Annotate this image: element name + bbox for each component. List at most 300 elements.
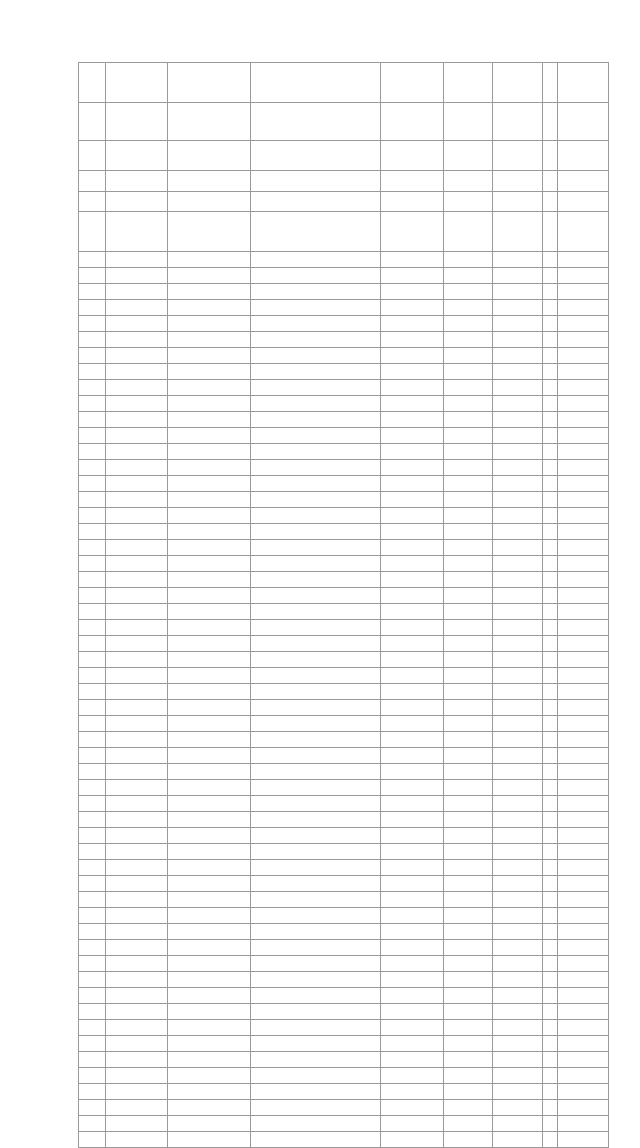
table-cell-price — [558, 572, 609, 588]
table-cell-qty — [444, 1004, 493, 1020]
table-cell-code — [106, 396, 168, 412]
table-cell-price — [558, 364, 609, 380]
table-cell-price — [558, 908, 609, 924]
table-cell-name — [168, 1132, 251, 1148]
table-cell-num — [79, 1100, 106, 1116]
table-cell-unit — [493, 956, 543, 972]
table-cell-num — [79, 812, 106, 828]
table-cell-price — [558, 103, 609, 141]
table-cell-qty — [444, 348, 493, 364]
table-cell-qty — [444, 988, 493, 1004]
table-cell-num — [79, 796, 106, 812]
table-cell-unit — [493, 492, 543, 508]
table-cell-num — [79, 876, 106, 892]
table-cell-qty — [444, 524, 493, 540]
table-cell — [543, 524, 558, 540]
table-cell-name — [168, 892, 251, 908]
table-cell-qty — [444, 572, 493, 588]
table-row — [79, 364, 609, 380]
table-row — [79, 444, 609, 460]
table-row — [79, 924, 609, 940]
table-cell — [543, 396, 558, 412]
table-cell-spec — [381, 348, 444, 364]
table-cell-qty — [444, 332, 493, 348]
table-row — [79, 604, 609, 620]
table-cell-name — [168, 972, 251, 988]
table-cell-price — [558, 268, 609, 284]
table-cell-kind — [251, 1068, 381, 1084]
table-cell-name — [168, 284, 251, 300]
table-cell-qty — [444, 171, 493, 192]
table-row — [79, 492, 609, 508]
table-cell-name — [168, 812, 251, 828]
table-cell-code — [106, 924, 168, 940]
table-cell-name — [168, 908, 251, 924]
table-cell-num — [79, 284, 106, 300]
table-cell-qty — [444, 1036, 493, 1052]
table-cell-kind — [251, 556, 381, 572]
table-cell-name — [168, 652, 251, 668]
table-cell-price — [558, 348, 609, 364]
table-cell-spec — [381, 252, 444, 268]
table-cell-num — [79, 588, 106, 604]
table-cell-spec — [381, 268, 444, 284]
table-cell-unit — [493, 141, 543, 171]
table-cell-spec — [381, 192, 444, 212]
table-cell — [543, 332, 558, 348]
table-cell-num — [79, 171, 106, 192]
table-cell-code — [106, 1004, 168, 1020]
table-cell-unit — [493, 396, 543, 412]
table-cell-qty — [444, 380, 493, 396]
table-cell-price — [558, 524, 609, 540]
table-cell-kind — [251, 620, 381, 636]
table-cell-qty — [444, 1068, 493, 1084]
table-row — [79, 844, 609, 860]
table-cell-spec — [381, 748, 444, 764]
table-cell-name — [168, 556, 251, 572]
table-cell-kind — [251, 764, 381, 780]
table-row — [79, 988, 609, 1004]
table-cell-name — [168, 460, 251, 476]
table-cell-num — [79, 492, 106, 508]
table-cell-code — [106, 348, 168, 364]
table-cell-name — [168, 668, 251, 684]
table-cell-price — [558, 1020, 609, 1036]
table-row — [79, 540, 609, 556]
table-cell-num — [79, 300, 106, 316]
table-cell-kind — [251, 300, 381, 316]
table-cell-kind — [251, 1004, 381, 1020]
table-cell-qty — [444, 556, 493, 572]
table-cell-name — [168, 748, 251, 764]
table-cell-price — [558, 748, 609, 764]
table-cell-unit — [493, 764, 543, 780]
table-cell-num — [79, 380, 106, 396]
table-cell-kind — [251, 956, 381, 972]
table-cell-code — [106, 476, 168, 492]
table-cell-qty — [444, 252, 493, 268]
table-cell-price — [558, 700, 609, 716]
table-cell-qty — [444, 924, 493, 940]
table-cell-num — [79, 508, 106, 524]
table-cell-name — [168, 540, 251, 556]
table-cell-unit — [493, 316, 543, 332]
table-cell-unit — [493, 972, 543, 988]
table-cell-code — [106, 364, 168, 380]
table-cell-spec — [381, 1116, 444, 1132]
table-cell-spec — [381, 732, 444, 748]
table-cell-name — [168, 63, 251, 103]
table-cell-num — [79, 412, 106, 428]
table-cell-name — [168, 380, 251, 396]
table-cell-num — [79, 192, 106, 212]
table-cell-kind — [251, 332, 381, 348]
table-cell — [543, 171, 558, 192]
table-cell-num — [79, 620, 106, 636]
table-cell-name — [168, 348, 251, 364]
table-cell-name — [168, 940, 251, 956]
table-cell-spec — [381, 812, 444, 828]
table-cell-spec — [381, 412, 444, 428]
table-cell-kind — [251, 1084, 381, 1100]
table-cell-unit — [493, 620, 543, 636]
table-cell-code — [106, 988, 168, 1004]
table-cell-kind — [251, 268, 381, 284]
table-cell-name — [168, 828, 251, 844]
table-cell-kind — [251, 284, 381, 300]
table-cell-qty — [444, 972, 493, 988]
table-row — [79, 812, 609, 828]
table-cell-price — [558, 1084, 609, 1100]
table-cell-name — [168, 572, 251, 588]
table-cell-price — [558, 252, 609, 268]
table-cell-price — [558, 636, 609, 652]
table-cell-code — [106, 812, 168, 828]
table-row — [79, 508, 609, 524]
table-cell-num — [79, 63, 106, 103]
table-cell-unit — [493, 604, 543, 620]
table-cell-qty — [444, 1052, 493, 1068]
table-cell-name — [168, 588, 251, 604]
table-cell-spec — [381, 588, 444, 604]
table-cell-unit — [493, 716, 543, 732]
table-cell-unit — [493, 988, 543, 1004]
table-cell-price — [558, 1036, 609, 1052]
table-cell-kind — [251, 192, 381, 212]
table-cell-kind — [251, 572, 381, 588]
table-cell-unit — [493, 556, 543, 572]
table-cell-kind — [251, 524, 381, 540]
table-cell-kind — [251, 780, 381, 796]
table-cell-kind — [251, 252, 381, 268]
table-cell-price — [558, 300, 609, 316]
table-cell-num — [79, 364, 106, 380]
table-cell-code — [106, 212, 168, 252]
table-cell — [543, 1020, 558, 1036]
table-cell-price — [558, 192, 609, 212]
table-cell — [543, 268, 558, 284]
table-cell — [543, 796, 558, 812]
table-cell-qty — [444, 316, 493, 332]
table-cell-code — [106, 732, 168, 748]
table-cell-spec — [381, 1068, 444, 1084]
table-row — [79, 103, 609, 141]
table-row — [79, 860, 609, 876]
table-cell-qty — [444, 588, 493, 604]
table-cell-kind — [251, 63, 381, 103]
table-cell-price — [558, 171, 609, 192]
table-cell-code — [106, 604, 168, 620]
table-cell — [543, 1116, 558, 1132]
table-cell-kind — [251, 348, 381, 364]
table-cell-price — [558, 508, 609, 524]
table-cell-num — [79, 1084, 106, 1100]
table-cell-unit — [493, 364, 543, 380]
table-cell-kind — [251, 812, 381, 828]
table-cell — [543, 780, 558, 796]
table-cell-num — [79, 348, 106, 364]
table-cell-price — [558, 988, 609, 1004]
table-cell-name — [168, 796, 251, 812]
table-cell-spec — [381, 876, 444, 892]
table-row — [79, 716, 609, 732]
table-cell-qty — [444, 780, 493, 796]
table-row — [79, 348, 609, 364]
table-row — [79, 476, 609, 492]
data-table — [78, 62, 609, 1148]
table-cell — [543, 764, 558, 780]
table-cell-qty — [444, 192, 493, 212]
table-cell — [543, 444, 558, 460]
table-cell-name — [168, 300, 251, 316]
table-cell — [543, 812, 558, 828]
table-cell-spec — [381, 668, 444, 684]
table-cell-code — [106, 860, 168, 876]
table-cell-price — [558, 972, 609, 988]
table-cell-qty — [444, 212, 493, 252]
table-cell-num — [79, 268, 106, 284]
table-cell-price — [558, 780, 609, 796]
table-cell — [543, 508, 558, 524]
table-cell-num — [79, 444, 106, 460]
table-cell-name — [168, 212, 251, 252]
table-cell-spec — [381, 476, 444, 492]
table-cell-spec — [381, 460, 444, 476]
table-cell-num — [79, 141, 106, 171]
table-cell-name — [168, 732, 251, 748]
table-cell-code — [106, 908, 168, 924]
table-cell-unit — [493, 652, 543, 668]
table-row — [79, 1116, 609, 1132]
table-cell-code — [106, 620, 168, 636]
table-cell-code — [106, 668, 168, 684]
table-row — [79, 412, 609, 428]
table-cell-unit — [493, 1020, 543, 1036]
table-cell-price — [558, 556, 609, 572]
table-cell-unit — [493, 540, 543, 556]
table-cell-qty — [444, 1116, 493, 1132]
table-cell-qty — [444, 860, 493, 876]
table-cell-kind — [251, 428, 381, 444]
table-cell-num — [79, 748, 106, 764]
table-row — [79, 460, 609, 476]
table-cell — [543, 1132, 558, 1148]
table-cell-qty — [444, 396, 493, 412]
table-cell-spec — [381, 860, 444, 876]
table-cell-code — [106, 444, 168, 460]
table-row — [79, 748, 609, 764]
table-cell — [543, 652, 558, 668]
table-cell-spec — [381, 892, 444, 908]
table-cell-unit — [493, 812, 543, 828]
table-cell-code — [106, 524, 168, 540]
table-row — [79, 524, 609, 540]
table-cell — [543, 300, 558, 316]
table-cell-name — [168, 316, 251, 332]
table-cell-spec — [381, 684, 444, 700]
table-cell-name — [168, 412, 251, 428]
table-cell-qty — [444, 444, 493, 460]
table-row — [79, 332, 609, 348]
table-cell-unit — [493, 284, 543, 300]
table-cell-num — [79, 732, 106, 748]
table-cell-qty — [444, 956, 493, 972]
table-cell-num — [79, 604, 106, 620]
table-cell-unit — [493, 700, 543, 716]
table-cell-name — [168, 364, 251, 380]
table-cell-kind — [251, 588, 381, 604]
table-cell-unit — [493, 171, 543, 192]
table-cell-kind — [251, 412, 381, 428]
table-cell-name — [168, 860, 251, 876]
table-cell-spec — [381, 1036, 444, 1052]
table-cell-code — [106, 684, 168, 700]
table-cell-name — [168, 476, 251, 492]
table-cell-name — [168, 524, 251, 540]
table-cell-price — [558, 716, 609, 732]
table-cell-num — [79, 1020, 106, 1036]
table-row — [79, 828, 609, 844]
table-cell-code — [106, 652, 168, 668]
table-row — [79, 1036, 609, 1052]
table-row — [79, 732, 609, 748]
table-cell-spec — [381, 1100, 444, 1116]
table-cell-num — [79, 212, 106, 252]
table-cell-kind — [251, 796, 381, 812]
table-cell-code — [106, 572, 168, 588]
table-row — [79, 63, 609, 103]
table-cell-unit — [493, 103, 543, 141]
table-cell-unit — [493, 1068, 543, 1084]
table-cell-qty — [444, 284, 493, 300]
table-cell-code — [106, 141, 168, 171]
table-cell-num — [79, 396, 106, 412]
table-cell-spec — [381, 364, 444, 380]
table-cell-num — [79, 940, 106, 956]
table-cell-code — [106, 844, 168, 860]
table-cell-price — [558, 1116, 609, 1132]
table-row — [79, 141, 609, 171]
table-cell — [543, 192, 558, 212]
table-cell-num — [79, 103, 106, 141]
table-row — [79, 972, 609, 988]
table-row — [79, 284, 609, 300]
table-cell — [543, 348, 558, 364]
table-cell-price — [558, 668, 609, 684]
table-cell-price — [558, 492, 609, 508]
table-cell-price — [558, 828, 609, 844]
table-cell — [543, 316, 558, 332]
table-cell-unit — [493, 796, 543, 812]
table-cell-price — [558, 604, 609, 620]
table-cell-spec — [381, 572, 444, 588]
table-cell — [543, 63, 558, 103]
table-cell-name — [168, 636, 251, 652]
table-cell-spec — [381, 63, 444, 103]
table-cell-qty — [444, 1020, 493, 1036]
table-cell-spec — [381, 316, 444, 332]
table-cell-unit — [493, 892, 543, 908]
table-cell — [543, 1052, 558, 1068]
table-cell-price — [558, 1052, 609, 1068]
table-cell-unit — [493, 588, 543, 604]
table-cell-qty — [444, 732, 493, 748]
table-cell-num — [79, 652, 106, 668]
table-cell — [543, 540, 558, 556]
table-cell — [543, 412, 558, 428]
table-cell — [543, 1084, 558, 1100]
table-cell — [543, 604, 558, 620]
table-cell-num — [79, 252, 106, 268]
table-cell-name — [168, 956, 251, 972]
table-row — [79, 620, 609, 636]
table-row — [79, 171, 609, 192]
table-cell-name — [168, 141, 251, 171]
table-cell-unit — [493, 876, 543, 892]
table-cell-price — [558, 588, 609, 604]
table-cell-kind — [251, 940, 381, 956]
table-cell — [543, 141, 558, 171]
table-cell-unit — [493, 300, 543, 316]
table-cell-name — [168, 604, 251, 620]
table-cell-spec — [381, 764, 444, 780]
table-cell-unit — [493, 1004, 543, 1020]
table-cell-code — [106, 1100, 168, 1116]
table-cell-code — [106, 956, 168, 972]
table-row — [79, 1084, 609, 1100]
table-cell-price — [558, 380, 609, 396]
table-cell-name — [168, 268, 251, 284]
table-cell-price — [558, 428, 609, 444]
table-row — [79, 192, 609, 212]
table-cell-code — [106, 63, 168, 103]
table-cell-unit — [493, 348, 543, 364]
table-cell-kind — [251, 316, 381, 332]
table-cell-unit — [493, 828, 543, 844]
table-cell-spec — [381, 1084, 444, 1100]
table-cell-name — [168, 444, 251, 460]
table-cell-qty — [444, 668, 493, 684]
table-cell-spec — [381, 396, 444, 412]
table-cell-kind — [251, 748, 381, 764]
table-cell-unit — [493, 844, 543, 860]
table-cell — [543, 940, 558, 956]
table-cell-qty — [444, 63, 493, 103]
table-cell-qty — [444, 908, 493, 924]
table-cell-spec — [381, 652, 444, 668]
table-cell-code — [106, 796, 168, 812]
